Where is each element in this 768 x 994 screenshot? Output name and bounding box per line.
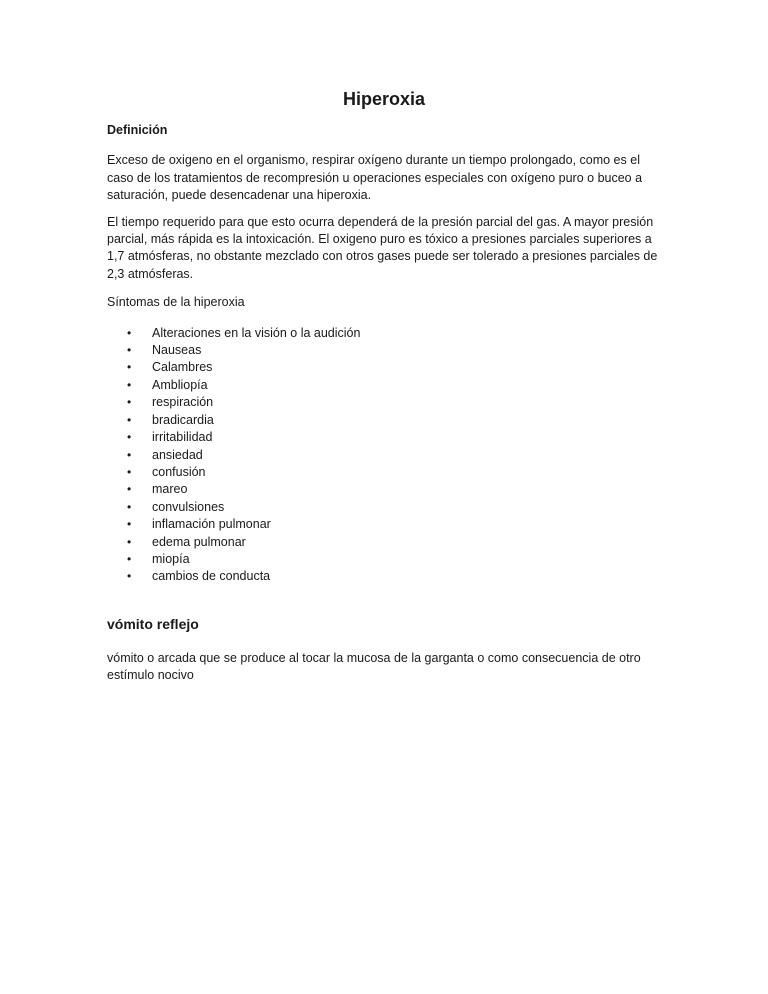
list-item bbox=[107, 429, 667, 446]
list-item-text: bradicardia bbox=[152, 412, 214, 427]
bullet-icon: • bbox=[127, 325, 132, 340]
definition-heading: Definición bbox=[107, 123, 168, 137]
bullet-icon: • bbox=[127, 343, 132, 358]
symptoms-list bbox=[107, 325, 667, 586]
vomito-reflejo-section bbox=[107, 614, 687, 685]
list-item-text: irritabilidad bbox=[152, 430, 213, 445]
bullet-icon: • bbox=[127, 447, 132, 462]
definition-section bbox=[107, 122, 667, 586]
list-item-text: ansiedad bbox=[152, 447, 203, 462]
list-item-text: Alteraciones en la visión o la audición bbox=[152, 325, 361, 340]
list-item bbox=[107, 464, 667, 481]
list-item-text: confusión bbox=[152, 464, 206, 479]
list-item bbox=[107, 412, 667, 429]
list-item-text: Nauseas bbox=[152, 343, 202, 358]
list-item bbox=[107, 516, 667, 533]
list-item-text: edema pulmonar bbox=[152, 534, 246, 549]
bullet-icon: • bbox=[127, 377, 132, 392]
bullet-icon: • bbox=[127, 430, 132, 445]
list-item-text: respiración bbox=[152, 395, 214, 410]
list-item bbox=[107, 447, 667, 464]
bullet-icon: • bbox=[127, 551, 132, 566]
bullet-icon: • bbox=[127, 482, 132, 497]
paragraph-intro: Exceso de oxigeno en el organismo, respirar oxígeno durante un tiempo prolongado, como es el caso de los tratamientos de recompresión u operaciones especiales con oxígeno puro o buceo a saturación, puede desencadenar una hiperoxia. bbox=[107, 153, 643, 203]
bullet-icon: • bbox=[127, 517, 132, 532]
page-title: Hiperoxia bbox=[342, 89, 426, 109]
paragraph-pressure: El tiempo requerido para que esto ocurra dependerá de la presión parcial del gas. A mayor presión parcial, más rápida es la intoxicación. El oxigeno puro es tóxico a presiones parciales superiores a 1,7 atmósferas, no obstante mezclado con otros gases puede ser tolerado a presiones parciales de 2,3 atmósferas. bbox=[107, 214, 658, 281]
section-heading: vómito reflejo bbox=[107, 616, 199, 632]
list-item-text: Calambres bbox=[152, 360, 213, 375]
list-item bbox=[107, 359, 667, 376]
list-item bbox=[107, 551, 667, 568]
bullet-icon: • bbox=[127, 360, 132, 375]
bullet-icon: • bbox=[127, 412, 132, 427]
list-item bbox=[107, 499, 667, 516]
bullet-icon: • bbox=[127, 534, 132, 549]
section-paragraph: vómito o arcada que se produce al tocar la mucosa de la garganta o como consecuencia de otro estímulo nocivo bbox=[107, 651, 641, 683]
list-item-text: miopía bbox=[152, 551, 190, 566]
list-item bbox=[107, 377, 667, 394]
list-item bbox=[107, 394, 667, 411]
list-item bbox=[107, 325, 667, 342]
bullet-icon: • bbox=[127, 569, 132, 584]
list-item bbox=[107, 568, 667, 585]
list-item-text: inflamación pulmonar bbox=[152, 517, 271, 532]
list-item bbox=[107, 481, 667, 498]
bullet-icon: • bbox=[127, 464, 132, 479]
symptoms-label: Síntomas de la hiperoxia bbox=[107, 295, 245, 310]
list-item-text: Ambliopía bbox=[152, 377, 208, 392]
list-item bbox=[107, 534, 667, 551]
bullet-icon: • bbox=[127, 395, 132, 410]
list-item-text: mareo bbox=[152, 482, 188, 497]
list-item-text: cambios de conducta bbox=[152, 569, 271, 584]
list-item-text: convulsiones bbox=[152, 499, 225, 514]
list-item bbox=[107, 342, 667, 359]
bullet-icon: • bbox=[127, 499, 132, 514]
